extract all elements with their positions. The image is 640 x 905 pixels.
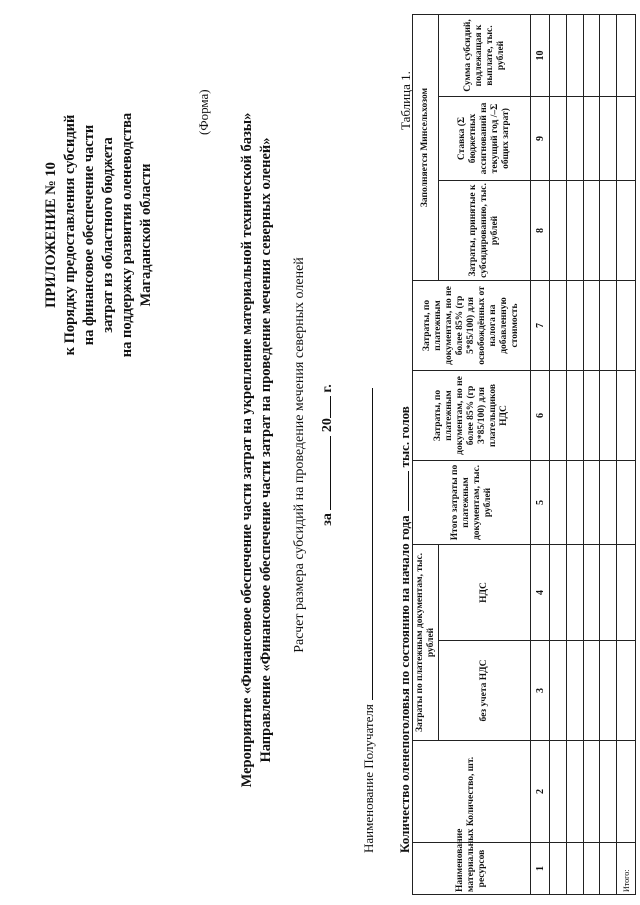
period-line (318, 305, 336, 605)
appendix-line: на поддержку развития оленеводства (119, 112, 135, 358)
table-cell (566, 96, 583, 180)
table-cell (583, 280, 600, 370)
table-cell (583, 460, 600, 544)
column-number: 7 (531, 280, 550, 370)
table-cell (550, 460, 567, 544)
column-number: 6 (531, 370, 550, 460)
column-number: 10 (531, 14, 550, 96)
header-vat: НДС (439, 544, 531, 640)
herd-line (396, 406, 413, 853)
table-cell (566, 14, 583, 96)
table-row (550, 14, 567, 894)
table-cell (583, 180, 600, 280)
direction-line: Направление «Финансовое обеспечение части затрат на проведение мечения северных оленей» (258, 137, 274, 763)
header-vat-exempt: Затраты, по платежным документам, но не более 85% (гр 5*85/100) для освобождённых от налога на добавленную стоимость (413, 280, 531, 370)
table-cell (600, 96, 617, 180)
header-rate: Ставка (Σ бюджетных ассигнований на текущий год /–Σ общих затрат) (439, 96, 531, 180)
table-row (566, 14, 583, 894)
column-number: 8 (531, 180, 550, 280)
table-cell (566, 741, 583, 843)
table-cell (566, 641, 583, 741)
table-cell (583, 14, 600, 96)
table-cell (550, 741, 567, 843)
table-cell (583, 641, 600, 741)
table-cell (617, 14, 636, 96)
total-label: Итого: (617, 843, 636, 895)
herd-unit: тыс. голов (397, 406, 412, 468)
calc-table (412, 14, 636, 895)
measure-line: Мероприятие «Финансовое обеспечение части затрат на укрепление материальной технической базы» (239, 112, 255, 788)
table-cell (566, 843, 583, 895)
calc-title: Расчет размера субсидий на проведение мечения северных оленей (292, 257, 307, 653)
header-subsidy-sum: Сумма субсидий, подлежащая к выплате, тыс. рублей (439, 14, 531, 96)
table-cell (600, 370, 617, 460)
table-cell (600, 180, 617, 280)
table-cell (600, 14, 617, 96)
herd-blank (396, 471, 409, 511)
header-without-vat: без учета НДС (439, 641, 531, 741)
table-cell (583, 544, 600, 640)
year-blank (318, 396, 331, 418)
column-number: 1 (531, 843, 550, 895)
header-vat-payers: Затраты, по платежным документам, но не более 85% (гр 3*85/100) для плательщиков НДС (413, 370, 531, 460)
header-ministry: Заполняется Минсельхозом (413, 14, 439, 280)
column-number: 2 (531, 741, 550, 843)
header-accepted-costs: Затраты, принятые к субсидированию, тыс. рублей (439, 180, 531, 280)
table-cell (617, 280, 636, 370)
table-row (600, 14, 617, 894)
table-cell (617, 96, 636, 180)
table-cell (617, 460, 636, 544)
period-blank (318, 436, 331, 510)
table-cell (566, 544, 583, 640)
table-cell (550, 180, 567, 280)
header-total-costs: Итого затраты по платежным документам, тыс. рублей (413, 460, 531, 544)
table-cell (617, 370, 636, 460)
table-cell (566, 460, 583, 544)
herd-label: Количество оленепоголовья по состоянию на начало года (397, 515, 412, 853)
table-cell (600, 460, 617, 544)
appendix-line: Магаданской области (138, 163, 154, 307)
column-number: 3 (531, 641, 550, 741)
table-cell (566, 370, 583, 460)
form-label: (Форма) (196, 89, 211, 135)
table-cell (600, 544, 617, 640)
appendix-line: затрат из областного бюджета (100, 137, 116, 333)
column-number: 4 (531, 544, 550, 640)
table-cell (550, 544, 567, 640)
total-row (617, 14, 636, 894)
table-cell (583, 741, 600, 843)
table-cell (550, 280, 567, 370)
appendix-line: на финансовое обеспечение части (81, 124, 97, 346)
table-cell (550, 641, 567, 741)
table-cell (617, 641, 636, 741)
table-cell (550, 14, 567, 96)
table-cell (600, 843, 617, 895)
recipient-blank (360, 388, 373, 700)
header-quantity: Количество, шт. (413, 741, 531, 843)
table-cell (600, 741, 617, 843)
period-suffix: г. (320, 384, 335, 393)
recipient-label: Наименование Получателя (361, 704, 376, 853)
period-prefix: за (320, 513, 335, 526)
column-number: 5 (531, 460, 550, 544)
table-cell (600, 280, 617, 370)
table-cell (566, 280, 583, 370)
table-cell (566, 180, 583, 280)
header-materials: Наименование материальных ресурсов (413, 843, 531, 895)
table-label: Таблица 1. (398, 71, 413, 130)
table-row (583, 14, 600, 894)
header-doc-costs: Затраты по платежным документам, тыс. рублей (413, 544, 439, 740)
table-cell (550, 843, 567, 895)
table-cell (617, 544, 636, 640)
table-cell (550, 96, 567, 180)
table-cell (600, 641, 617, 741)
measure-title (238, 55, 276, 845)
table-cell (550, 370, 567, 460)
table-cell (583, 843, 600, 895)
table-cell (583, 96, 600, 180)
table-cell (583, 370, 600, 460)
appendix-header (42, 35, 156, 435)
period-year: 20 (320, 418, 335, 433)
recipient-line (360, 388, 377, 853)
appendix-title: ПРИЛОЖЕНИЕ № 10 (43, 162, 59, 308)
appendix-line: к Порядку предоставления субсидий (62, 114, 78, 356)
table-cell (617, 180, 636, 280)
column-number: 9 (531, 96, 550, 180)
table-cell (617, 741, 636, 843)
